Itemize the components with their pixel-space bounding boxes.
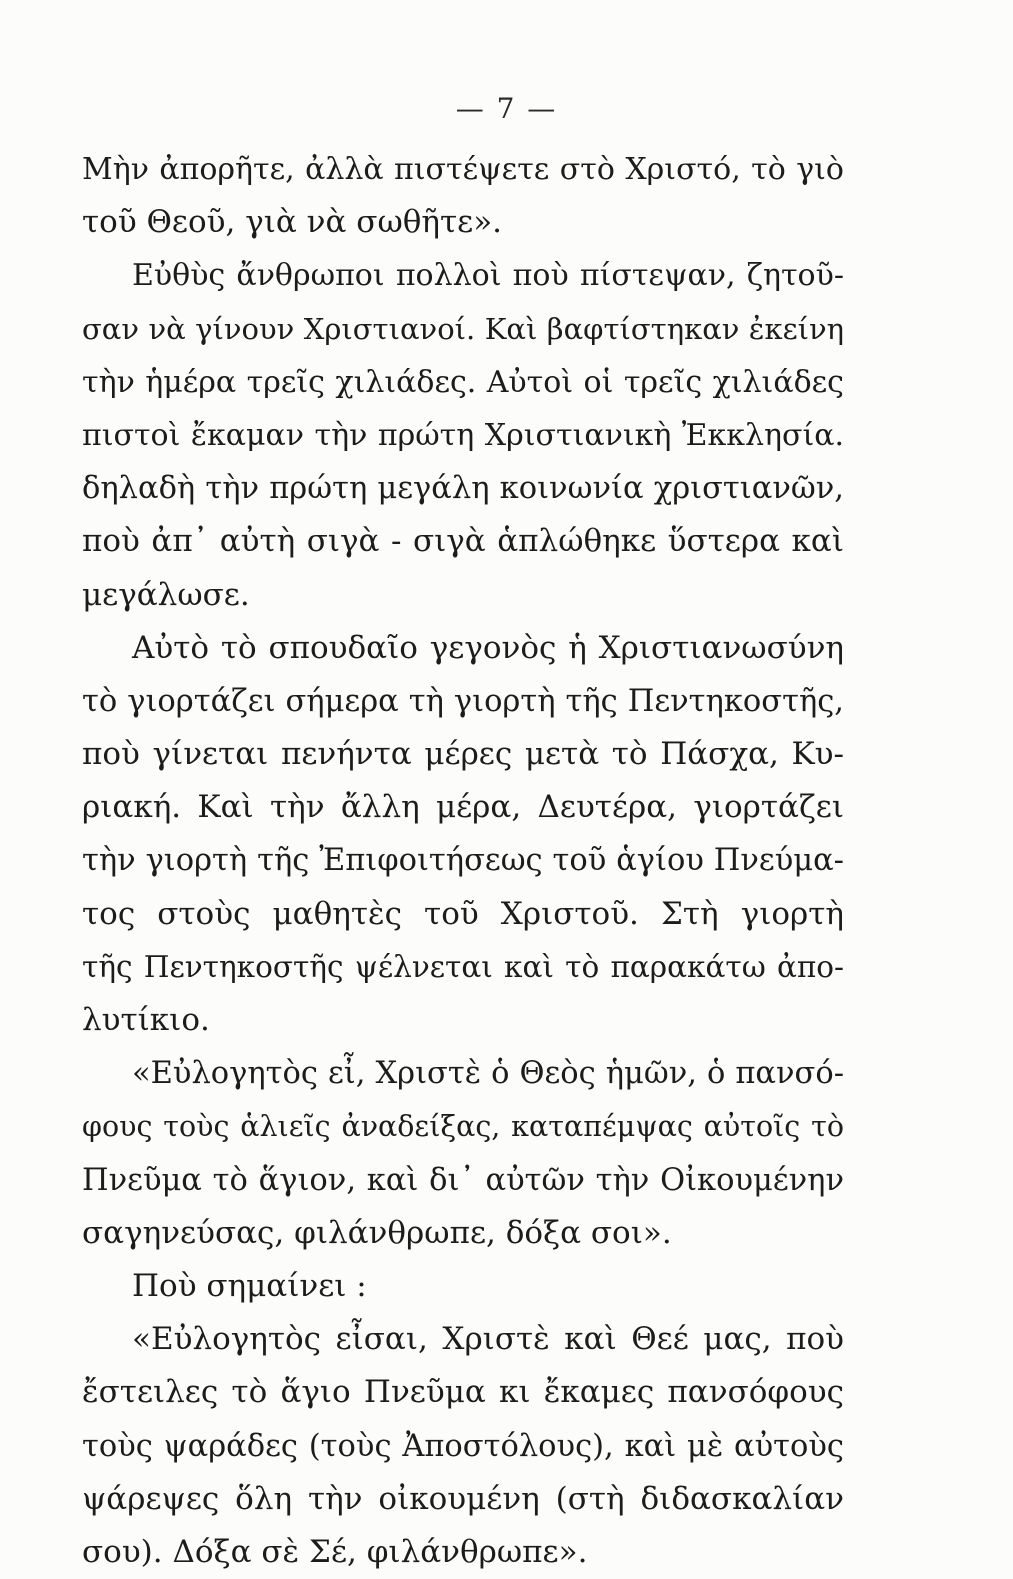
text-line: ἔστειλες τὸ ἅγιο Πνεῦμα κι ἔκαμες πανσόφους <box>82 1374 844 1411</box>
text-line: Ποὺ σημαίνει : <box>132 1267 367 1304</box>
text-line: πιστοὶ ἔκαμαν τὴν πρώτη Χριστιανικὴ Ἐκκλησία. <box>82 417 844 453</box>
text-line: ψάρεψες ὅλη τὴν οἰκουμένη (στὴ διδασκαλίαν <box>82 1480 844 1517</box>
text-line: Μὴν ἀπορῆτε, ἀλλὰ πιστέψετε στὸ Χριστό, τὸ γιὸ <box>82 152 844 187</box>
text-line: τοὺς ψαράδες (τοὺς Ἀποστόλους), καὶ μὲ αὐτοὺς <box>82 1428 844 1464</box>
text-line: μεγάλωσε. <box>82 576 250 613</box>
text-line: σου). Δόξα σὲ Σέ, φιλάνθρωπε». <box>82 1533 588 1570</box>
text-line: Εὐθὺς ἄνθρωποι πολλοὶ ποὺ πίστεψαν, ζητοῦ- <box>132 258 844 294</box>
text-line: σαγηνεύσας, φιλάνθρωπε, δόξα σοι». <box>82 1214 672 1251</box>
text-line: «Εὐλογητὸς εἶσαι, Χριστὲ καὶ Θεέ μας, ποὺ <box>132 1321 844 1358</box>
text-line: ποὺ γίνεται πενήντα μέρες μετὰ τὸ Πάσχα, Κυ- <box>82 736 844 773</box>
text-line: ποὺ ἀπ᾽ αὐτὴ σιγὰ - σιγὰ ἁπλώθηκε ὕστερα καὶ <box>82 523 844 560</box>
body-text <box>82 143 844 1579</box>
text-line: τῆς Πεντηκοστῆς ψέλνεται καὶ τὸ παρακάτω ἀπο- <box>82 949 844 984</box>
text-line: Πνεῦμα τὸ ἅγιον, καὶ δι᾽ αὐτῶν τὴν Οἰκουμένην <box>82 1162 844 1198</box>
text-line: τοῦ Θεοῦ, γιὰ νὰ σωθῆτε». <box>82 204 503 241</box>
text-line: τος στοὺς μαθητὲς τοῦ Χριστοῦ. Στὴ γιορτὴ <box>82 895 844 932</box>
text-line: λυτίκιο. <box>82 1002 210 1038</box>
text-line: σαν νὰ γίνουν Χριστιανοί. Καὶ βαφτίστηκαν ἐκείνη <box>82 311 844 346</box>
text-line: φους τοὺς ἁλιεῖς ἀναδείξας, καταπέμψας αὐτοῖς τὸ <box>82 1110 844 1144</box>
text-line: «Εὐλογητὸς εἶ, Χριστὲ ὁ Θεὸς ἡμῶν, ὁ πανσό- <box>132 1056 844 1092</box>
text-line: δηλαδὴ τὴν πρώτη μεγάλη κοινωνία χριστιανῶν, <box>82 471 844 507</box>
text-line: ριακή. Καὶ τὴν ἄλλη μέρα, Δευτέρα, γιορτάζει <box>82 789 844 826</box>
text-line: τὴν ἡμέρα τρεῖς χιλιάδες. Αὐτοὶ οἱ τρεῖς χιλιάδες <box>82 364 844 400</box>
text-line: τὴν γιορτὴ τῆς Ἐπιφοιτήσεως τοῦ ἁγίου Πνεύμα- <box>82 843 844 879</box>
text-line: Αὐτὸ τὸ σπουδαῖο γεγονὸς ἡ Χριστιανωσύνη <box>132 629 844 666</box>
text-line: τὸ γιορτάζει σήμερα τὴ γιορτὴ τῆς Πεντηκοστῆς, <box>82 683 844 719</box>
page-number: — 7 — <box>455 92 558 125</box>
